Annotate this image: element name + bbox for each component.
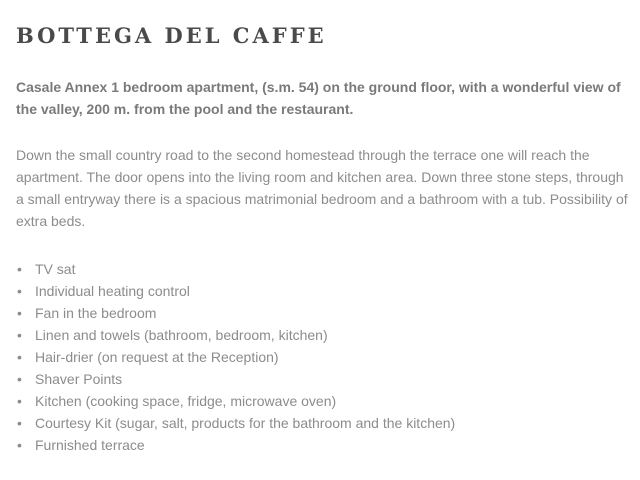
description-paragraph: Down the small country road to the second homestead through the terrace one will reach the apartment. The door opens into the living room and kitchen area. Down three stone steps, through a small entryway there is a spacious matrimonial bedroom and a bathroom with a tub. Possibility of extra beds. [16, 147, 628, 229]
amenity-label: TV sat [35, 261, 76, 277]
list-item [16, 368, 640, 390]
list-item [16, 280, 640, 302]
bullet-dot-icon: • [17, 305, 22, 321]
bullet-dot-icon: • [17, 349, 22, 365]
list-item [16, 346, 640, 368]
amenity-label: Furnished terrace [35, 437, 145, 453]
amenity-label: Shaver Points [35, 371, 123, 387]
amenity-label: Courtesy Kit (sugar, salt, products for the bathroom and the kitchen) [35, 415, 456, 431]
bullet-dot-icon: • [17, 283, 22, 299]
bullet-dot-icon: • [17, 261, 22, 277]
list-item [16, 324, 640, 346]
bullet-dot-icon: • [17, 393, 22, 409]
bullet-dot-icon: • [17, 437, 22, 453]
amenity-label: Kitchen (cooking space, fridge, microwave oven) [35, 393, 337, 409]
bullet-dot-icon: • [17, 371, 22, 387]
list-item [16, 412, 640, 434]
page-title: BOTTEGA DEL CAFFE [16, 23, 327, 48]
list-item [16, 390, 640, 412]
intro-paragraph: Casale Annex 1 bedroom apartment, (s.m. 54) on the ground floor, with a wonderful view of the valley, 200 m. from the pool and the restaurant. [16, 79, 621, 117]
list-item [16, 258, 640, 280]
amenity-label: Individual heating control [35, 283, 190, 299]
list-item [16, 434, 640, 456]
amenities-list [16, 258, 640, 456]
amenity-label: Hair-drier (on request at the Reception) [35, 349, 279, 365]
bullet-dot-icon: • [17, 415, 22, 431]
list-item [16, 302, 640, 324]
bullet-dot-icon: • [17, 327, 22, 343]
amenity-label: Linen and towels (bathroom, bedroom, kitchen) [35, 327, 328, 343]
amenity-label: Fan in the bedroom [35, 305, 157, 321]
